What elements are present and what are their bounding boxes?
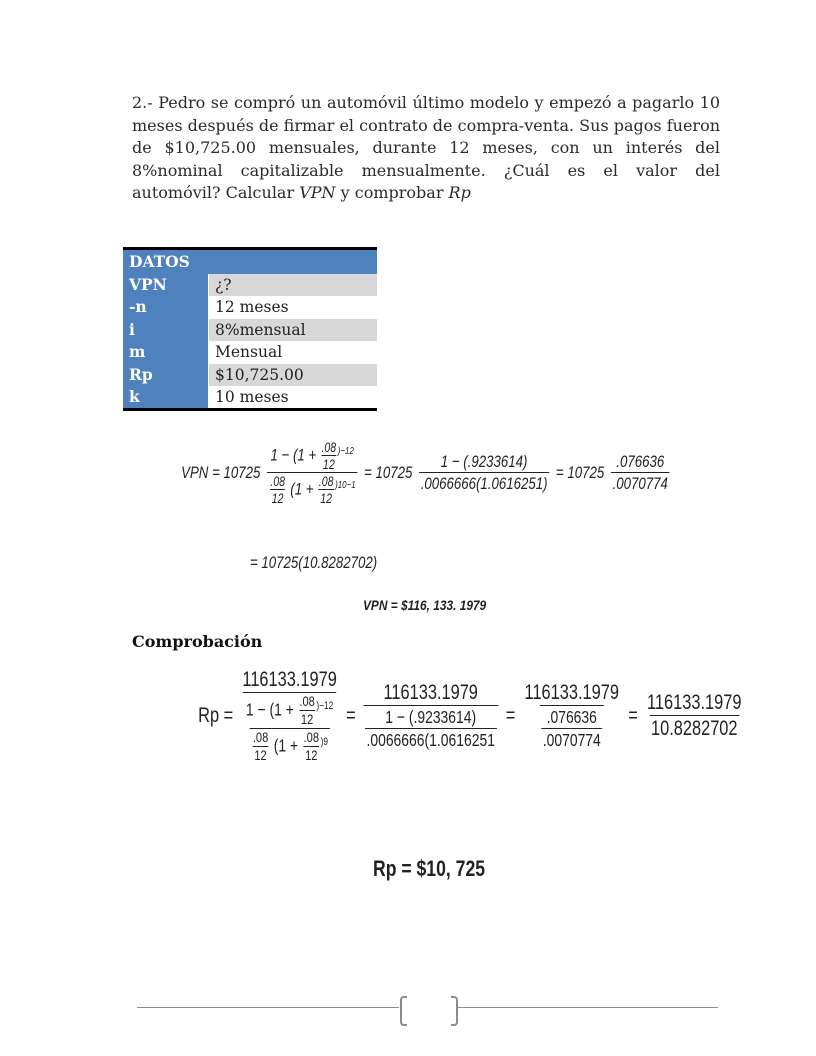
rp-f2-inner-num: 1 − (.9233614)	[385, 707, 477, 727]
rp-f1-inner-num-text: 1 − (1 +	[245, 699, 294, 720]
datos-value: Mensual	[209, 341, 378, 363]
datos-label: -n	[123, 296, 209, 318]
rate-fraction	[320, 440, 338, 472]
datos-row	[123, 296, 377, 318]
problem-line-4: 8%nominal capitalizable mensualmente. ¿Cuál es el valor del	[132, 160, 720, 180]
vpn-f3-denominator: .0070774	[612, 474, 668, 493]
comprobacion-title: Comprobación	[132, 632, 263, 651]
rp-f1-inner-den-exp: )9	[320, 735, 329, 748]
rp-f1-inner-den-text: (1 +	[273, 735, 299, 756]
vpn-f1-den-exp: )10−1	[335, 479, 356, 491]
footer-line-left	[137, 1007, 399, 1008]
datos-value: 8%mensual	[209, 319, 378, 341]
rp-eq-1: =	[346, 704, 356, 727]
rp-f1-numerator: 116133.1979	[242, 668, 337, 691]
footer-line-right	[458, 1007, 718, 1008]
datos-value: 12 meses	[209, 296, 378, 318]
rate-den: 12	[305, 748, 318, 764]
datos-row	[123, 274, 377, 296]
rp-f1-inner-den	[250, 728, 330, 764]
problem-line-1: 2.- Pedro se compró un automóvil último modelo y empezó a pagarlo	[132, 93, 695, 112]
rp-f4-denominator: 10.8282702	[650, 717, 738, 740]
rate-den: 12	[271, 491, 284, 506]
rp-f3-inner-fraction	[541, 707, 602, 751]
rp-eq-2: =	[505, 704, 516, 727]
vpn-lhs: VPN = 10725	[181, 463, 261, 482]
rp-f1-inner-fraction	[244, 694, 335, 764]
problem-statement	[132, 92, 720, 205]
rp-f1-denominator	[243, 692, 337, 764]
datos-header: DATOS	[123, 249, 377, 275]
datos-row	[123, 341, 377, 363]
footer-bracket-left	[400, 996, 407, 1026]
vpn-eq-3: = 10725	[555, 463, 605, 482]
rp-fraction-3	[523, 681, 621, 751]
datos-label: k	[123, 386, 209, 410]
vpn-eq-2: = 10725	[364, 463, 413, 482]
problem-line-5a: automóvil? Calcular	[132, 183, 300, 202]
rate-den: 12	[322, 457, 335, 472]
rate-num: .08	[299, 694, 315, 710]
problem-vpn-term: VPN	[299, 183, 336, 202]
rp-formula	[195, 668, 743, 764]
rp-f2-inner-den: .0066666(1.0616251	[366, 730, 495, 750]
datos-header-row	[123, 249, 377, 275]
rate-fraction	[317, 474, 335, 506]
datos-label: m	[123, 341, 209, 363]
rate-den: 12	[254, 748, 267, 764]
datos-label: VPN	[123, 274, 209, 296]
problem-line-2: 10 meses después de firmar el contrato de compra-venta. Sus pagos	[132, 93, 720, 135]
rate-fraction	[269, 474, 287, 506]
rate-fraction	[302, 730, 321, 764]
vpn-f2-numerator: 1 − (.9233614)	[440, 452, 528, 471]
rp-result: Rp = $10, 725	[373, 856, 486, 881]
problem-rp-term: Rp	[448, 183, 471, 202]
rate-fraction	[251, 730, 270, 764]
rp-fraction-1	[241, 668, 339, 764]
vpn-fraction-1	[267, 440, 357, 506]
rp-f3-inner-num: .076636	[546, 707, 597, 727]
rate-num: .08	[252, 730, 269, 746]
vpn-fraction-3	[611, 452, 669, 494]
problem-line-3: fueron de $10,725.00 mensuales, durante 12 meses, con un interés del	[132, 115, 721, 157]
datos-value: ¿?	[209, 274, 378, 296]
rp-f2-inner-fraction	[365, 707, 497, 751]
datos-label: i	[123, 319, 209, 341]
vpn-formula	[178, 440, 669, 506]
rate-num: .08	[318, 474, 334, 489]
datos-table	[123, 247, 377, 411]
rp-lhs: Rp =	[198, 704, 234, 727]
datos-row	[123, 364, 377, 386]
vpn-f1-den-text: (1 +	[290, 479, 314, 499]
rate-num: .08	[270, 474, 286, 489]
rate-den: 12	[320, 491, 333, 506]
vpn-f1-num-text: 1 − (1 +	[270, 445, 317, 465]
datos-row	[123, 386, 377, 410]
vpn-fraction-2	[419, 452, 549, 494]
footer-bracket-right	[451, 996, 458, 1026]
rate-fraction	[298, 694, 317, 728]
rate-num: .08	[321, 440, 337, 455]
vpn-f3-numerator: .076636	[616, 452, 665, 471]
rp-f3-numerator: 116133.1979	[524, 681, 619, 704]
rp-fraction-4	[645, 691, 743, 741]
rp-f3-denominator	[540, 705, 604, 751]
datos-row	[123, 319, 377, 341]
rp-f1-inner-exp: )−12	[316, 699, 334, 712]
vpn-result: VPN = $116, 133. 1979	[363, 597, 487, 613]
rp-f4-numerator: 116133.1979	[647, 691, 742, 714]
rate-den: 12	[300, 712, 314, 728]
vpn-f2-denominator: .0066666(1.0616251)	[420, 474, 548, 493]
problem-line-5b: y comprobar	[335, 183, 449, 202]
datos-label: Rp	[123, 364, 209, 386]
rp-eq-3: =	[628, 704, 638, 727]
vpn-f1-num-exp: )−12	[337, 445, 354, 457]
vpn-f1-denominator	[267, 472, 357, 506]
rate-num: .08	[303, 730, 320, 746]
vpn-f1-numerator	[269, 440, 356, 472]
datos-value: 10 meses	[209, 386, 378, 410]
rp-fraction-2	[363, 681, 498, 751]
rp-f2-denominator	[363, 705, 498, 751]
rp-f1-inner-num	[244, 694, 335, 728]
datos-value: $10,725.00	[209, 364, 378, 386]
rp-f3-inner-den: .0070774	[542, 730, 601, 750]
rp-f2-numerator: 116133.1979	[383, 681, 478, 704]
vpn-continuation: = 10725(10.8282702)	[250, 553, 378, 572]
